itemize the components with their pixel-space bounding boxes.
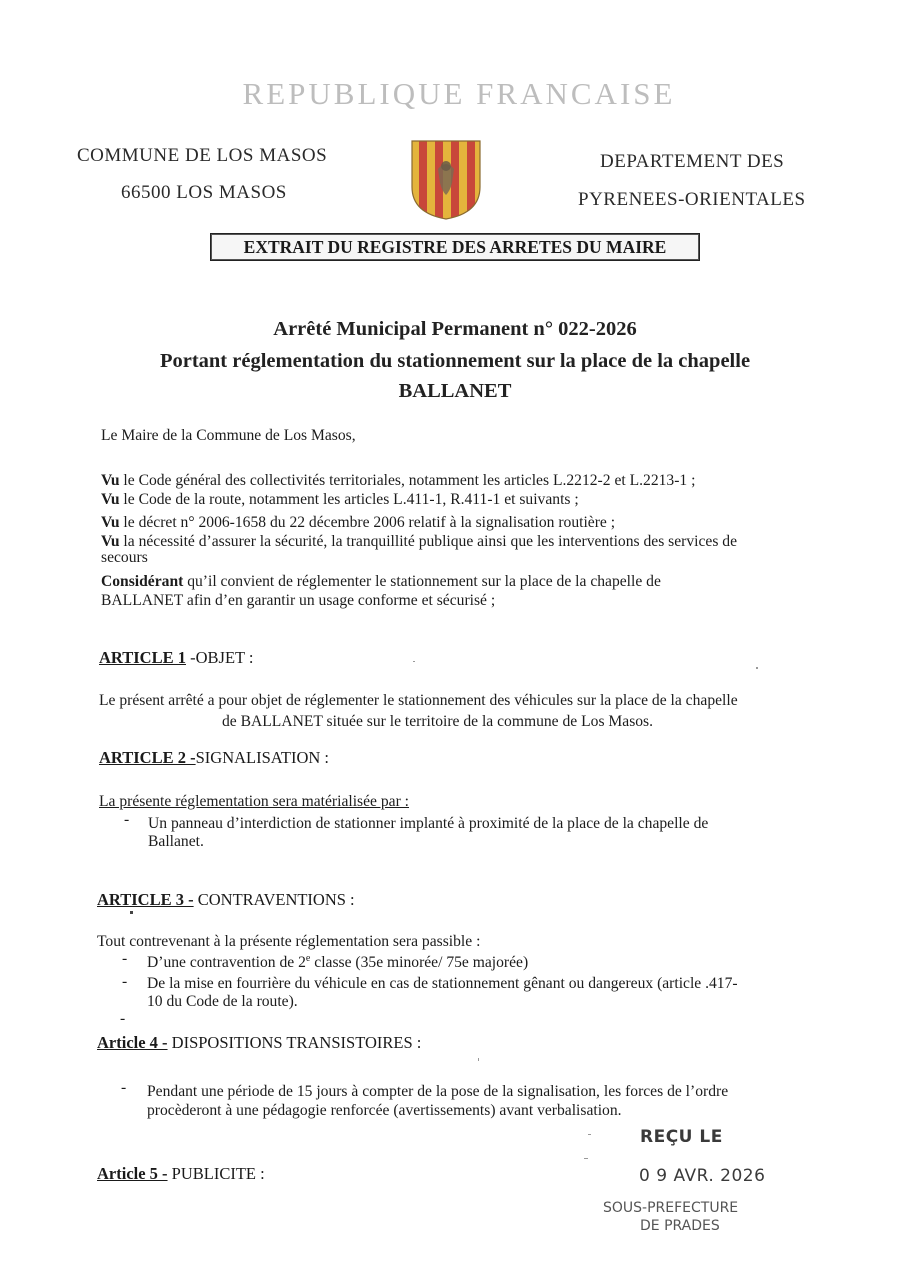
article-1-text: Le présent arrêté a pour objet de réglementer le stationnement des véhicules sur la place de la chapelle <box>99 692 738 709</box>
scan-speck <box>478 1058 479 1061</box>
vu-clause-securite <box>101 533 737 551</box>
article-1-text-cont: de BALLANET située sur le territoire de la commune de Los Masos. <box>222 713 654 730</box>
vu-keyword: Vu <box>101 533 120 550</box>
article-4-heading <box>97 1033 421 1053</box>
vu-clause-decret <box>101 514 615 532</box>
scan-speck <box>413 661 415 662</box>
article-5-subtitle: PUBLICITE : <box>167 1164 265 1183</box>
bullet-dash: - <box>122 973 128 990</box>
intro-text: Le Maire de la Commune de Los Masos, <box>101 427 356 444</box>
coat-of-arms-icon <box>410 139 482 221</box>
considerant-clause-cont: BALLANET afin d’en garantir un usage conforme et sécurisé ; <box>101 592 496 609</box>
article-1-number: ARTICLE 1 <box>99 648 186 667</box>
vu-text: le Code de la route, notamment les articles L.411-1, R.411-1 et suivants ; <box>119 491 579 508</box>
scan-speck <box>588 1134 591 1135</box>
vu-text: la nécessité d’assurer la sécurité, la tranquillité publique ainsi que les interventions des services de <box>119 533 737 550</box>
arrete-location: BALLANET <box>398 380 512 402</box>
bullet-dash: - <box>121 1079 127 1096</box>
scan-speck <box>756 667 758 669</box>
vu-text: le décret n° 2006-1658 du 22 décembre 2006 relatif à la signalisation routière ; <box>119 514 616 531</box>
considerant-text: qu’il convient de réglementer le stationnement sur la place de la chapelle de <box>183 573 661 590</box>
vu-clause-cgct <box>101 472 695 490</box>
article-2-subtitle: SIGNALISATION : <box>195 748 329 767</box>
stamp-date: 0 9 AVR. 2026 <box>639 1166 766 1186</box>
article-2-number: ARTICLE 2 - <box>99 748 196 767</box>
article-4-item-cont: procèderont à une pédagogie renforcée (avertissements) avant verbalisation. <box>147 1102 622 1119</box>
republique-heading: REPUBLIQUE FRANCAISE <box>242 76 676 111</box>
article-3-lead: Tout contrevenant à la présente réglementation sera passible : <box>97 933 481 950</box>
considerant-clause <box>101 573 661 591</box>
article-3-number: ARTICLE 3 - <box>97 890 194 909</box>
bullet-dash: - <box>122 950 128 967</box>
article-2-item: Un panneau d’interdiction de stationner implanté à proximité de la place de la chapelle de <box>148 815 709 832</box>
article-2-heading <box>99 748 329 768</box>
article-3-item-2-cont: 10 du Code de la route). <box>147 993 298 1010</box>
item-1-pre: D’une contravention de 2 <box>147 954 306 972</box>
article-4-item: Pendant une période de 15 jours à compter de la pose de la signalisation, les forces de l’ordre <box>147 1083 729 1100</box>
vu-clause-securite-cont: secours <box>101 549 148 566</box>
vu-text: le Code général des collectivités territoriales, notamment les articles L.2212-2 et L.2213-1 ; <box>119 472 696 489</box>
commune-name: COMMUNE DE LOS MASOS <box>77 145 328 166</box>
vu-clause-code-route <box>101 491 579 509</box>
article-3-item-1 <box>147 953 528 972</box>
article-5-number: Article 5 - <box>97 1164 168 1183</box>
scan-speck <box>584 1158 588 1159</box>
article-3-subtitle: CONTRAVENTIONS : <box>193 890 355 909</box>
registre-banner: EXTRAIT DU REGISTRE DES ARRETES DU MAIRE <box>210 233 700 261</box>
departement-line2: PYRENEES-ORIENTALES <box>578 189 806 210</box>
bullet-dash: - <box>120 1010 126 1027</box>
departement-line1: DEPARTEMENT DES <box>600 151 785 172</box>
article-1-subtitle: -OBJET : <box>185 648 254 667</box>
arrete-title: Arrêté Municipal Permanent n° 022-2026 <box>273 318 637 340</box>
commune-postal: 66500 LOS MASOS <box>121 182 287 203</box>
arrete-subject: Portant réglementation du stationnement sur la place de la chapelle <box>159 350 751 372</box>
article-5-heading <box>97 1164 265 1184</box>
vu-keyword: Vu <box>101 514 120 531</box>
article-2-lead: La présente réglementation sera matérialisée par : <box>99 793 409 810</box>
article-3-heading <box>97 890 355 910</box>
article-2-item-cont: Ballanet. <box>148 833 204 850</box>
item-1-sup: e <box>305 953 311 964</box>
article-1-heading <box>99 648 254 668</box>
article-4-subtitle: DISPOSITIONS TRANSISTOIRES : <box>167 1033 422 1052</box>
vu-keyword: Vu <box>101 472 120 489</box>
article-3-item-2: De la mise en fourrière du véhicule en cas de stationnement gênant ou dangereux (article .417- <box>147 975 738 992</box>
considerant-keyword: Considérant <box>101 573 184 590</box>
bullet-dash: - <box>124 811 130 828</box>
vu-keyword: Vu <box>101 491 120 508</box>
stamp-office: SOUS-PREFECTURE <box>603 1200 739 1216</box>
scan-speck <box>130 911 133 914</box>
item-1-post: classe (35e minorée/ 75e majorée) <box>310 954 529 972</box>
stamp-office-cont: DE PRADES <box>640 1218 720 1234</box>
stamp-recu: REÇU LE <box>640 1127 723 1147</box>
article-4-number: Article 4 - <box>97 1033 168 1052</box>
